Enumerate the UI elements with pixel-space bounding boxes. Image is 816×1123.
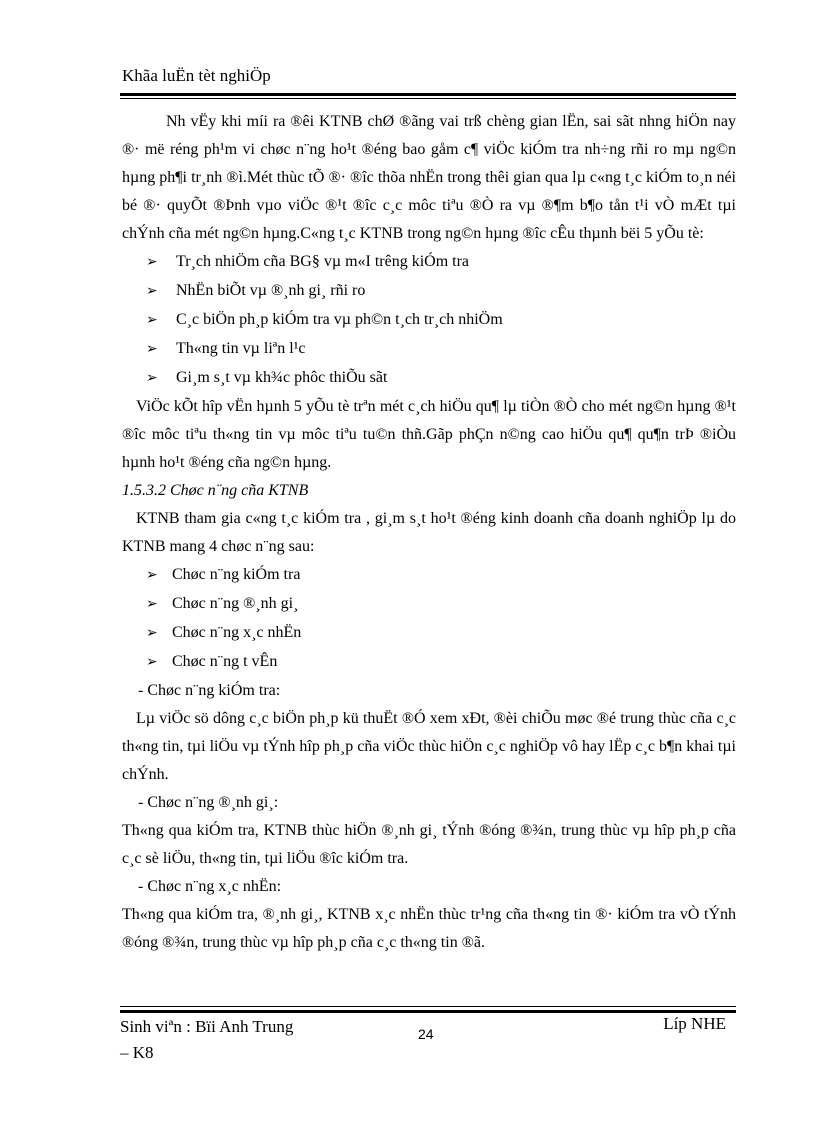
list-item: ➢ Chøc n¨ng x¸c nhËn bbox=[122, 619, 736, 648]
paragraph-functions-intro: KTNB tham gia c«ng t¸c kiÓm tra , gi¸m s¸t ho¹t ®éng kinh doanh cña doanh nghiÖp lµ do KTNB mang 4 chøc n¨ng sau: bbox=[122, 510, 736, 555]
header-title: Khãa luËn tèt nghiÖp bbox=[122, 66, 271, 85]
arrow-bullet-icon: ➢ bbox=[146, 255, 158, 270]
footer-rule-thin bbox=[120, 1006, 736, 1007]
list-item: ➢ NhËn biÕt vµ ®¸nh gi¸ rñi ro bbox=[122, 277, 736, 306]
list-item: ➢ Chøc n¨ng kiÓm tra bbox=[122, 561, 736, 590]
arrow-bullet-icon: ➢ bbox=[146, 597, 158, 612]
paragraph-combination: ViÖc kÕt hîp vËn hµnh 5 yÕu tè trªn mét c¸ch hiÖu qu¶ lµ tiÒn ®Ò cho mét ng©n hµng ®¹t ®îc môc tiªu th«ng tin vµ môc tiªu tu©n thñ.Gãp phÇn n©ng cao hiÖu qu¶ qu¶n trÞ ®iÒu hµnh ho¹t ®éng cña ng©n hµng. bbox=[122, 398, 736, 471]
list-item: ➢ Tr¸ch nhiÖm cña BG§ vµ m«I trêng kiÓm tra bbox=[122, 248, 736, 277]
arrow-bullet-icon: ➢ bbox=[146, 313, 158, 328]
arrow-bullet-icon: ➢ bbox=[146, 284, 158, 299]
paragraph-inspection: Lµ viÖc sö dông c¸c biÖn ph¸p kü thuËt ®Ó xem xÐt, ®èi chiÕu møc ®é trung thùc cña c¸c th«ng tin, tµi liÖu vµ tÝnh hîp ph¸p cña viÖc thùc hiÖn c¸c nghiÖp vô hay lËp c¸c b¶n khai tµi chÝnh. bbox=[122, 710, 736, 783]
footer-class: Líp NHE bbox=[663, 1014, 726, 1033]
subheading-evaluation: - Chøc n¨ng ®¸nh gi¸: bbox=[138, 794, 279, 811]
subheading-inspection: - Chøc n¨ng kiÓm tra: bbox=[138, 682, 281, 699]
arrow-bullet-icon: ➢ bbox=[146, 371, 158, 386]
header-rule-thin bbox=[120, 98, 736, 99]
list-item: ➢ Chøc n¨ng ®¸nh gi¸ bbox=[122, 590, 736, 619]
paragraph-evaluation: Th«ng qua kiÓm tra, KTNB thùc hiÖn ®¸nh gi¸ tÝnh ®óng ®¾n, trung thùc vµ hîp ph¸p cña c¸c sè liÖu, th«ng tin, tµi liÖu ®îc kiÓm tra. bbox=[122, 822, 736, 867]
footer-author-line1: Sinh viªn : Bïi Anh Trung bbox=[120, 1017, 294, 1036]
bullet-list-functions bbox=[122, 561, 736, 677]
paragraph-confirmation: Th«ng qua kiÓm tra, ®¸nh gi¸, KTNB x¸c nhËn thùc tr¹ng cña th«ng tin ®· kiÓm tra vÒ tÝnh ®óng ®¾n, trung thùc vµ hîp ph¸p cña c¸c th«ng tin ®ã. bbox=[122, 906, 736, 951]
list-item: ➢ Gi¸m s¸t vµ kh¾c phôc thiÕu sãt bbox=[122, 364, 736, 393]
arrow-bullet-icon: ➢ bbox=[146, 626, 158, 641]
subheading-confirmation: - Chøc n¨ng x¸c nhËn: bbox=[138, 878, 282, 895]
footer-author-line2: – K8 bbox=[120, 1043, 154, 1062]
list-item: ➢ Chøc n¨ng t vÊn bbox=[122, 648, 736, 677]
arrow-bullet-icon: ➢ bbox=[146, 342, 158, 357]
arrow-bullet-icon: ➢ bbox=[146, 655, 158, 670]
header-rule-thick bbox=[120, 93, 736, 96]
page-number: 24 bbox=[418, 1026, 434, 1042]
list-item: ➢ C¸c biÖn ph¸p kiÓm tra vµ ph©n t¸ch tr¸ch nhiÖm bbox=[122, 306, 736, 335]
arrow-bullet-icon: ➢ bbox=[146, 568, 158, 583]
footer-rule-thick bbox=[120, 1010, 736, 1013]
body-text bbox=[122, 108, 736, 957]
section-heading: 1.5.3.2 Chøc n¨ng cña KTNB bbox=[122, 482, 309, 499]
footer-author bbox=[120, 1014, 360, 1066]
list-item: ➢ Th«ng tin vµ liªn l¹c bbox=[122, 335, 736, 364]
paragraph-intro: Nh vËy khi míi ra ®êi KTNB chØ ®ãng vai trß chèng gian lËn, sai sãt nhng hiÖn nay ®· më réng ph¹m vi chøc n¨ng ho¹t ®éng bao gåm c¶ viÖc kiÓm tra nh÷ng rñi ro mµ ng©n hµng ph¶i tr¸nh ®ì.Mét thùc tÕ ®· ®îc thõa nhËn trong thêi gian qua lµ c«ng t¸c kiÓm to¸n néi bé ®· quyÕt ®Þnh vµo viÖc ®¹t ®îc c¸c môc tiªu ®Ò ra vµ ®¶m b¶o tån t¹i vÒ mÆt tµi chÝnh cña mét ng©n hµng.C«ng t¸c KTNB trong ng©n hµng ®îc cÊu thµnh bëi 5 yÕu tè: bbox=[122, 113, 736, 242]
bullet-list-elements bbox=[122, 248, 736, 393]
